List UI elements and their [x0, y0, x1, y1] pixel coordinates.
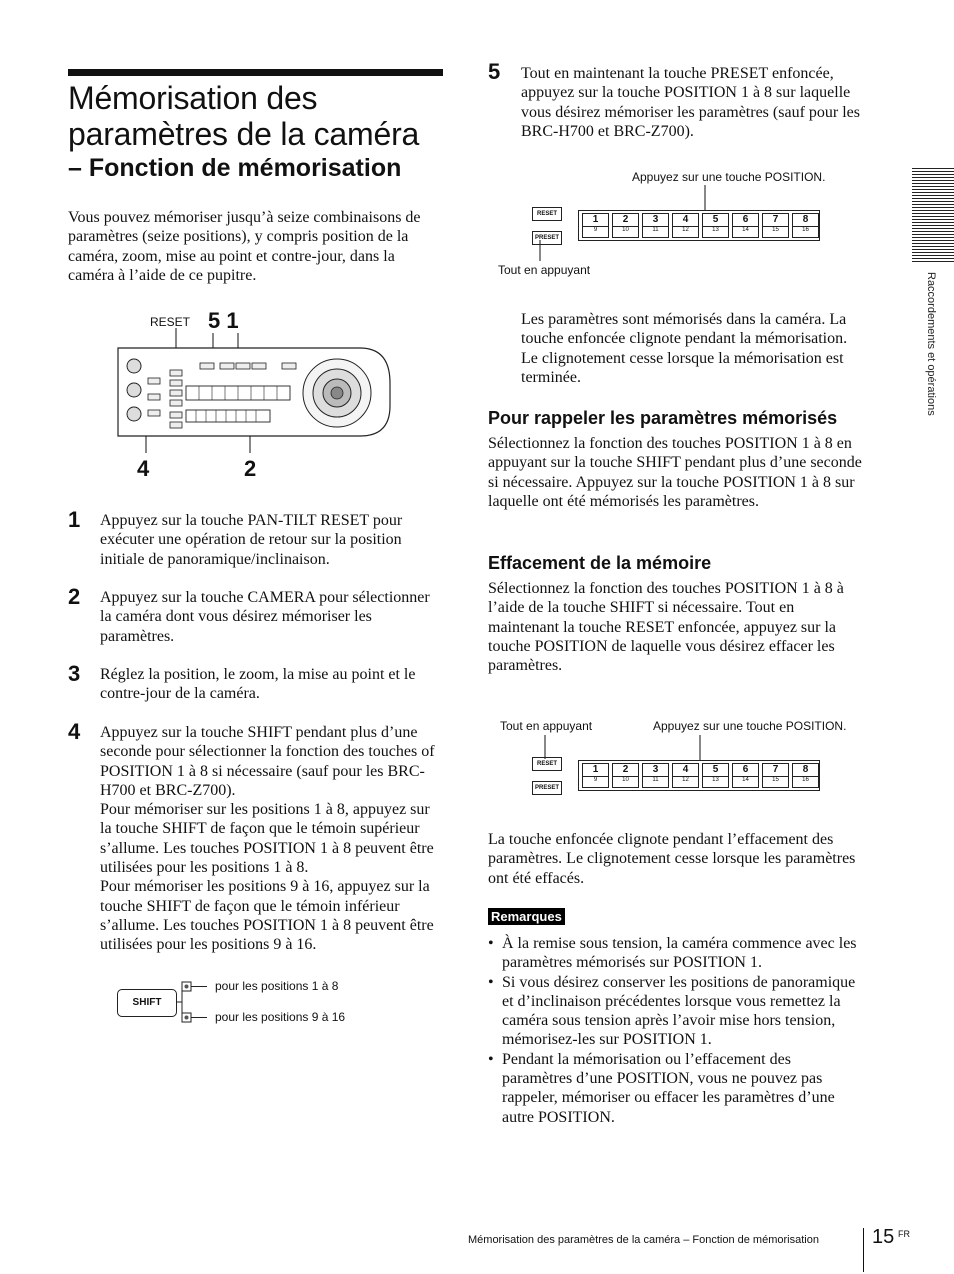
- reset-callout-label: RESET: [150, 315, 191, 329]
- shift-lower-label: pour les positions 9 à 16: [215, 1010, 346, 1024]
- step-3-text: Réglez la position, le zoom, la mise au point et le contre-jour de la caméra.: [100, 666, 416, 703]
- fig2-reset-key: RESET: [532, 757, 562, 771]
- fig2-position-key: 2 10: [612, 763, 639, 788]
- section-tab-label: Raccordements et opérations: [925, 272, 937, 416]
- erase-heading: Effacement de la mémoire: [488, 553, 712, 573]
- remarques-list: [488, 934, 860, 1127]
- recall-heading: Pour rappeler les paramètres mémorisés: [488, 408, 838, 428]
- callout-4: 4: [137, 456, 150, 481]
- page-subtitle: – Fonction de mémorisation: [68, 154, 402, 182]
- fig2-position-key: 6 14: [732, 763, 759, 788]
- step-2-number: 2: [68, 584, 81, 609]
- fig1-position-key: 8 16: [792, 213, 819, 238]
- fig1-position-key: 7 15: [762, 213, 789, 238]
- fig2-left-label: Tout en appuyant: [500, 719, 593, 733]
- section-tab-stripes: [912, 168, 954, 264]
- step-2-text: Appuyez sur la touche CAMERA pour sélectionner la caméra dont vous désirez mémoriser les paramètres.: [100, 589, 430, 645]
- remarques-label: Remarques: [488, 908, 565, 925]
- footer-divider: [863, 1228, 864, 1272]
- step-5-number: 5: [488, 59, 501, 84]
- fig1-position-keys: [578, 210, 820, 241]
- remarque-item: • Si vous désirez conserver les positions de panoramique et d’inclinaison précédentes lorsque vous remettez la caméra sous tension après l’avoir mise hors tension, mémorisez-les sur POSITION 1.: [488, 973, 860, 1050]
- fig1-reset-key: RESET: [532, 207, 562, 221]
- title-rule: [68, 69, 443, 76]
- control-panel-figure: [110, 308, 400, 483]
- erase-paragraph: Sélectionnez la fonction des touches POSITION 1 à 8 à l’aide de la touche SHIFT si nécessaire. Tout en maintenant la touche RESET enfoncée, appuyez sur la touche POSITION de laquelle vous désirez effacer les paramètres.: [488, 580, 844, 675]
- fig1-top-label: Appuyez sur une touche POSITION.: [632, 170, 826, 184]
- memorised-paragraph: Les paramètres sont mémorisés dans la caméra. La touche enfoncée clignote pendant la mémorisation. Le clignotement cesse lorsque la mémorisation est terminée.: [521, 311, 848, 386]
- fig2-position-key: 3 11: [642, 763, 669, 788]
- footer-title: Mémorisation des paramètres de la caméra – Fonction de mémorisation: [468, 1234, 819, 1246]
- step-1-number: 1: [68, 507, 81, 532]
- erase-after-paragraph: La touche enfoncée clignote pendant l’effacement des paramètres. Le clignotement cesse lorsque les paramètres ont été effacés.: [488, 831, 856, 887]
- step-4-text: Appuyez sur la touche SHIFT pendant plus d’une seconde pour sélectionner la fonction des touches of POSITION 1 à 8 si nécessaire (sauf pour les BRC-H700 et BRC-Z700). Pour mémoriser sur les positions 1 à 8, appuyez sur la touche SHIFT de façon que le témoin supérieur s’allume. Les touches POSITION 1 à 8 peuvent être utilisées pour les positions 1 à 8. Pour mémoriser les positions 9 à 16, appuyez sur la touche SHIFT de façon que le témoin inférieur s’allume. Les touches POSITION 1 à 8 peuvent être utilisées pour les positions 9 à 16.: [100, 724, 435, 954]
- reset-figure: [495, 715, 860, 805]
- step-1-text: Appuyez sur la touche PAN-TILT RESET pour exécuter une opération de retour sur la position initiale de panoramique/inclinaison.: [100, 512, 403, 568]
- fig1-position-key: 2 10: [612, 213, 639, 238]
- fig2-right-label: Appuyez sur une touche POSITION.: [653, 719, 847, 733]
- step-4-number: 4: [68, 719, 81, 744]
- intro-paragraph: Vous pouvez mémoriser jusqu’à seize combinaisons de paramètres (seize positions), y compris position de la caméra, zoom, mise au point et contre-jour, dans la caméra à l’aide de ce pupitre.: [68, 209, 421, 284]
- fig2-preset-key: PRESET: [532, 781, 562, 795]
- fig1-position-key: 4 12: [672, 213, 699, 238]
- shift-figure: [115, 975, 365, 1030]
- callout-5-1: 5 1: [208, 308, 239, 333]
- controller-drawing: [110, 308, 400, 483]
- callout-2: 2: [244, 456, 257, 481]
- fig2-position-key: 7 15: [762, 763, 789, 788]
- page-title: Mémorisation des paramètres de la caméra: [68, 80, 420, 152]
- fig1-preset-key: PRESET: [532, 231, 562, 245]
- recall-paragraph: Sélectionnez la fonction des touches POSITION 1 à 8 en appuyant sur la touche SHIFT pendant plus d’une seconde si nécessaire. Appuyez sur la touche POSITION 1 à 8 sur laquelle ont été mémorisés les paramètres.: [488, 435, 862, 510]
- fig2-position-key: 8 16: [792, 763, 819, 788]
- shift-upper-label: pour les positions 1 à 8: [215, 979, 339, 993]
- page-language: FR: [898, 1229, 910, 1239]
- remarque-item: • Pendant la mémorisation ou l’effacement des paramètres d’une POSITION, vous ne pouvez pas rappeler, mémoriser ou effacer les paramètres d’une autre POSITION.: [488, 1050, 860, 1127]
- fig2-position-key: 1 9: [582, 763, 609, 788]
- fig1-position-key: 1 9: [582, 213, 609, 238]
- fig2-position-key: 4 12: [672, 763, 699, 788]
- fig2-position-keys: [578, 760, 820, 791]
- preset-figure: [495, 168, 855, 283]
- fig2-position-key: 5 13: [702, 763, 729, 788]
- remarque-item: • À la remise sous tension, la caméra commence avec les paramètres mémorisés sur POSITION 1.: [488, 934, 860, 973]
- fig1-position-key: 5 13: [702, 213, 729, 238]
- shift-button: SHIFT: [117, 989, 177, 1017]
- page-number: 15: [872, 1226, 895, 1248]
- step-5-text: Tout en maintenant la touche PRESET enfoncée, appuyez sur la touche POSITION 1 à 8 sur laquelle vous désirez mémoriser les paramètres (sauf pour les BRC-H700 et BRC-Z700).: [521, 65, 860, 140]
- fig1-position-key: 3 11: [642, 213, 669, 238]
- step-3-number: 3: [68, 661, 81, 686]
- fig1-position-key: 6 14: [732, 213, 759, 238]
- fig1-bottom-label: Tout en appuyant: [498, 263, 591, 277]
